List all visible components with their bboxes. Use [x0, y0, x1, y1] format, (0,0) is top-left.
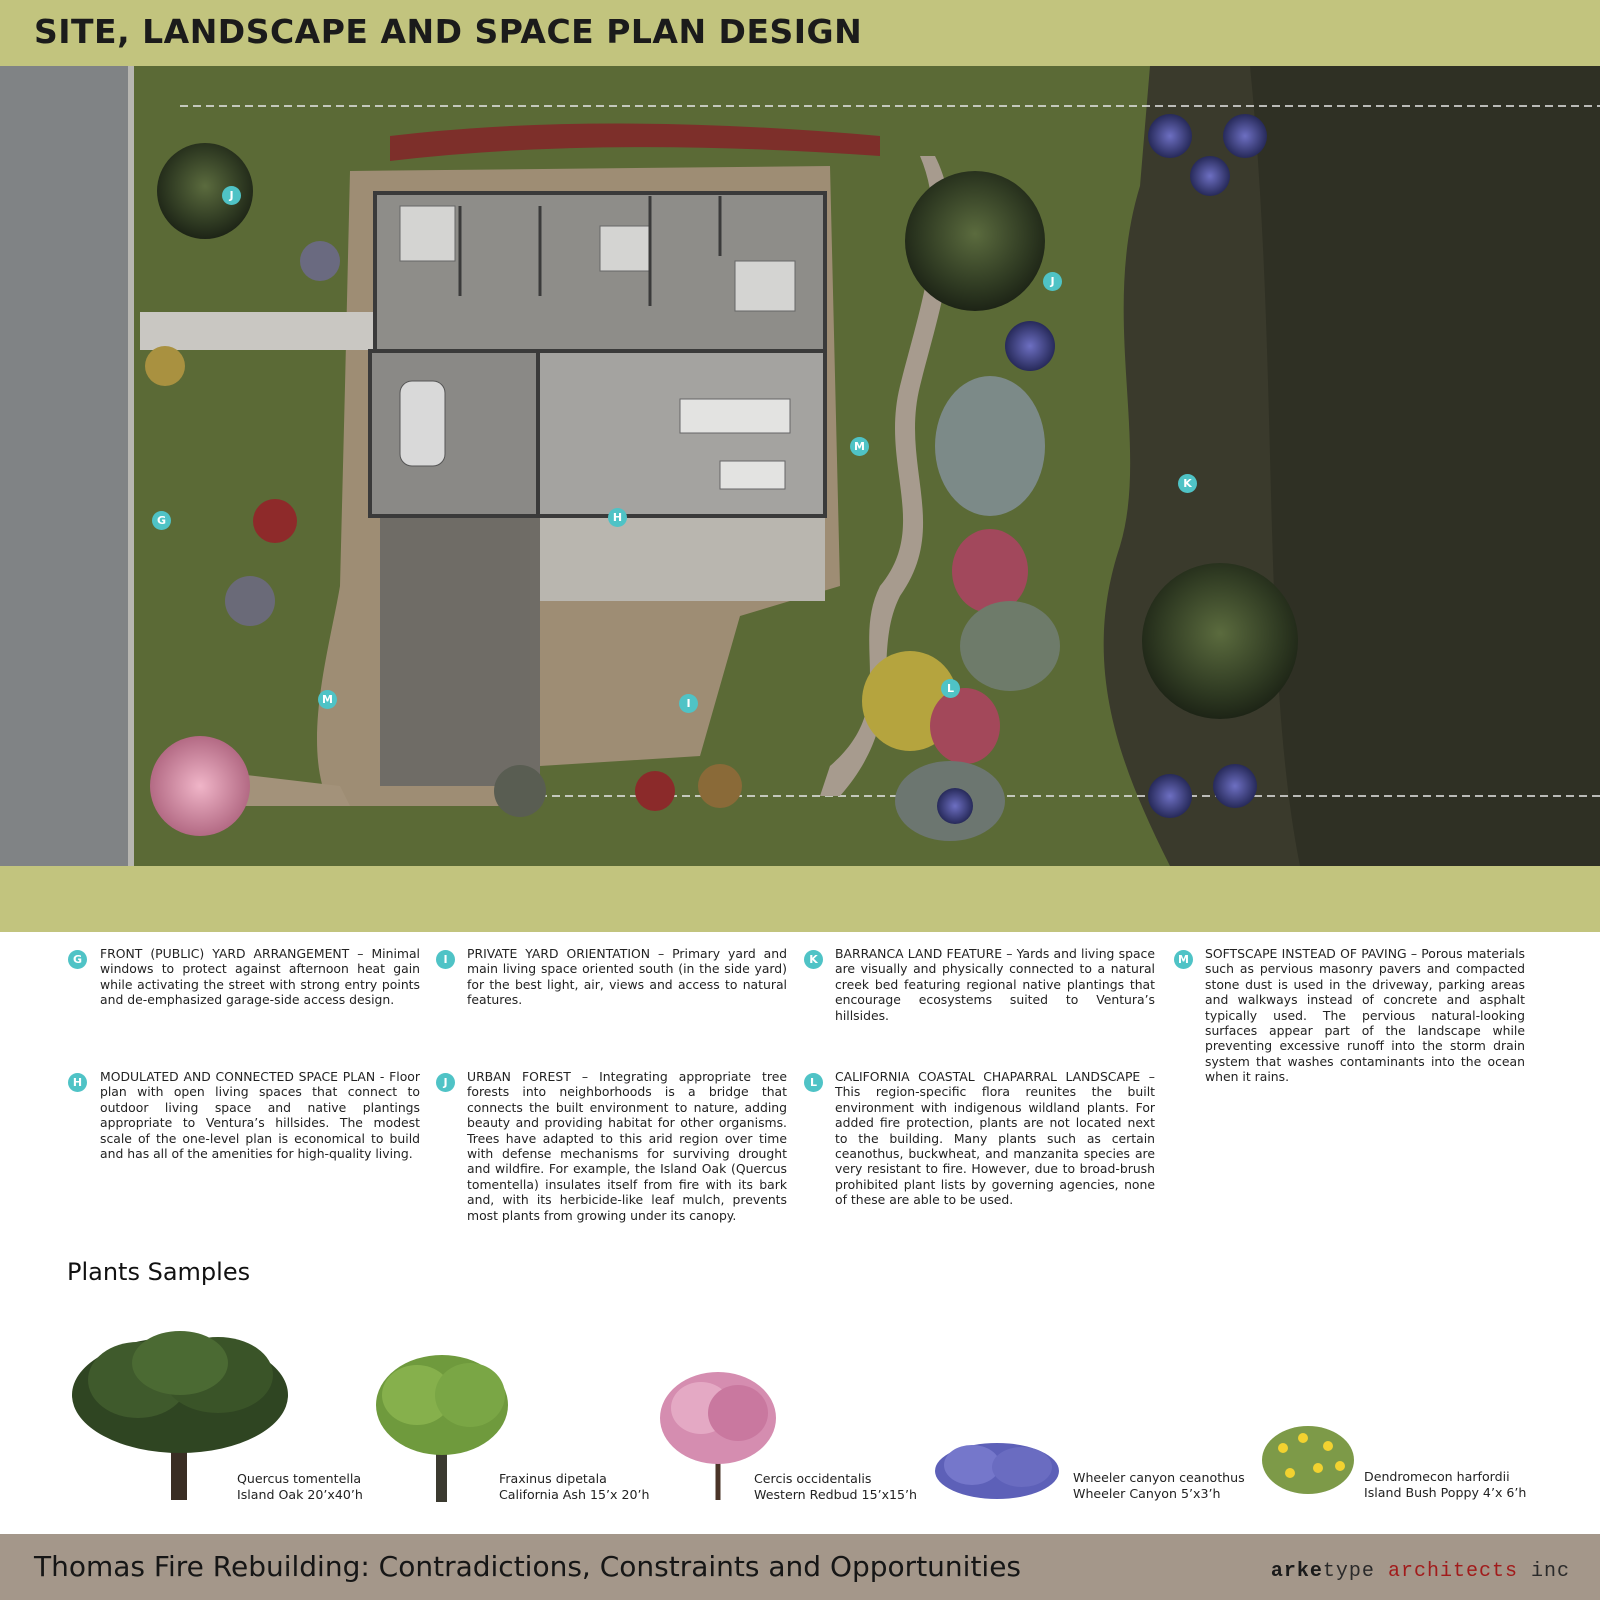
sample-name: Dendromecon harfordii [1364, 1469, 1510, 1484]
brand-part-3: architects [1387, 1560, 1518, 1583]
note-k: BARRANCA LAND FEATURE – Yards and living space are visually and physically connected to a natural creek bed featuring regional native plantings that encourage ecosystems suited to Ventura’s hillsides. [835, 946, 1155, 1023]
bed-3 [735, 261, 795, 311]
redbud-tree [150, 736, 250, 836]
plan-marker-m: M [850, 437, 869, 456]
sample-caption-ash [499, 1471, 649, 1503]
note-marker-h: H [68, 1073, 87, 1092]
note-g: FRONT (PUBLIC) YARD ARRANGEMENT – Minimal windows to protect against afternoon heat gain while activating the street with strong entry points and de-emphasized garage-side access design. [100, 946, 420, 1008]
firm-logo [1271, 1560, 1570, 1583]
plan-marker-h: H [608, 508, 627, 527]
street [0, 66, 128, 866]
sample-caption-ceanothus [1073, 1470, 1245, 1502]
plan-marker-l: L [941, 679, 960, 698]
note-m: SOFTSCAPE INSTEAD OF PAVING – Porous materials such as pervious masonry pavers and compacted stone dust is used in the driveway, parking areas and walkways instead of concrete and asphalt typically used. The pervious natural-looking surfaces appear part of the landscape while preventing excessive runoff into the storm drain system that washes contaminants into the ocean when it rains. [1205, 946, 1525, 1085]
sample-detail: California Ash 15’x 20’h [499, 1487, 650, 1502]
plan-marker-j: J [1043, 272, 1062, 291]
note-marker-k: K [804, 950, 823, 969]
ceanothus-mass [935, 376, 1045, 516]
barranca-shade [1250, 66, 1600, 866]
brand-part-2: type [1322, 1560, 1375, 1583]
site-plan-drawing [0, 66, 1600, 866]
front-walkway [140, 312, 375, 350]
brand-part-4: inc [1530, 1560, 1570, 1583]
sample-name: Cercis occidentalis [754, 1471, 872, 1486]
note-marker-i: I [436, 950, 455, 969]
ash-tree-icon [372, 1350, 512, 1510]
oak-tree [905, 171, 1045, 311]
curb [128, 66, 134, 866]
plan-marker-g: G [152, 511, 171, 530]
plan-marker-m: M [318, 690, 337, 709]
sample-caption-oak [237, 1471, 363, 1503]
note-marker-g: G [68, 950, 87, 969]
project-title: Thomas Fire Rebuilding: Contradictions, Constraints and Opportunities [34, 1550, 1022, 1583]
sample-detail: Wheeler Canyon 5’x3’h [1073, 1486, 1221, 1501]
plant-samples-title: Plants Samples [67, 1258, 251, 1286]
plan-marker-j: J [222, 186, 241, 205]
sample-name: Fraxinus dipetala [499, 1471, 607, 1486]
patio [540, 516, 825, 601]
plan-marker-i: I [679, 694, 698, 713]
bush-poppy-icon [1258, 1418, 1358, 1503]
dining-table [720, 461, 785, 489]
oak-tree-large [1142, 563, 1298, 719]
bed-1 [400, 206, 455, 261]
sample-name: Wheeler canyon ceanothus [1073, 1470, 1245, 1485]
note-h: MODULATED AND CONNECTED SPACE PLAN - Floor plan with open living spaces that connect to outdoor living space and native plantings appropriate to Ventura’s hillsides. The modest scale of the one-level plan is economical to build and has all of the amenities for high-quality living. [100, 1069, 420, 1162]
note-j: URBAN FOREST – Integrating appropriate tree forests into neighborhoods is a bridge that connects the built environment to nature, adding beauty and providing habitat for other organisms. Trees have adapted to this arid region over time with defense mechanisms for surviving drought and wildfire. For example, the Island Oak (Quercus tomentella) insulates itself from fire with its bark and, with its herbicide-like leaf mulch, prevents most plants from growing under its canopy. [467, 1069, 787, 1223]
mid-band [0, 866, 1600, 932]
brand-part-1: arke [1270, 1560, 1323, 1583]
plan-marker-k: K [1178, 474, 1197, 493]
sample-name: Quercus tomentella [237, 1471, 362, 1486]
sample-detail: Western Redbud 15’x15’h [754, 1487, 918, 1502]
note-marker-m: M [1174, 950, 1193, 969]
driveway [380, 516, 540, 786]
notes-section [0, 932, 1600, 1232]
note-i: PRIVATE YARD ORIENTATION – Primary yard and main living space oriented south (in the side yard) for the best light, air, views and access to natural features. [467, 946, 787, 1008]
garage [370, 351, 538, 516]
note-l: CALIFORNIA COASTAL CHAPARRAL LANDSCAPE – This region-specific flora reunites the built environment with indigenous wildland plants. For added fire protection, plants are not located next to the building. Many plants such as certain ceanothus, buckwheat, and manzanita species are very resistant to fire. However, due to broad-brush prohibited plant lists by governing agencies, none of these are able to be used. [835, 1069, 1155, 1208]
note-marker-j: J [436, 1073, 455, 1092]
page-title: SITE, LANDSCAPE AND SPACE PLAN DESIGN [34, 12, 863, 51]
sample-detail: Island Bush Poppy 4’x 6’h [1364, 1485, 1527, 1500]
bed-2 [600, 226, 650, 271]
redbud-shrubs [952, 529, 1028, 613]
kitchen-island [680, 399, 790, 433]
footer-band [0, 1534, 1600, 1600]
car [400, 381, 445, 466]
site-plan [0, 66, 1600, 866]
sample-caption-bush-poppy [1364, 1469, 1526, 1501]
ceanothus-shrub-icon [932, 1433, 1062, 1508]
sample-caption-redbud [754, 1471, 917, 1503]
header-band [0, 0, 1600, 66]
note-marker-l: L [804, 1073, 823, 1092]
sample-detail: Island Oak 20’x40’h [237, 1487, 363, 1502]
